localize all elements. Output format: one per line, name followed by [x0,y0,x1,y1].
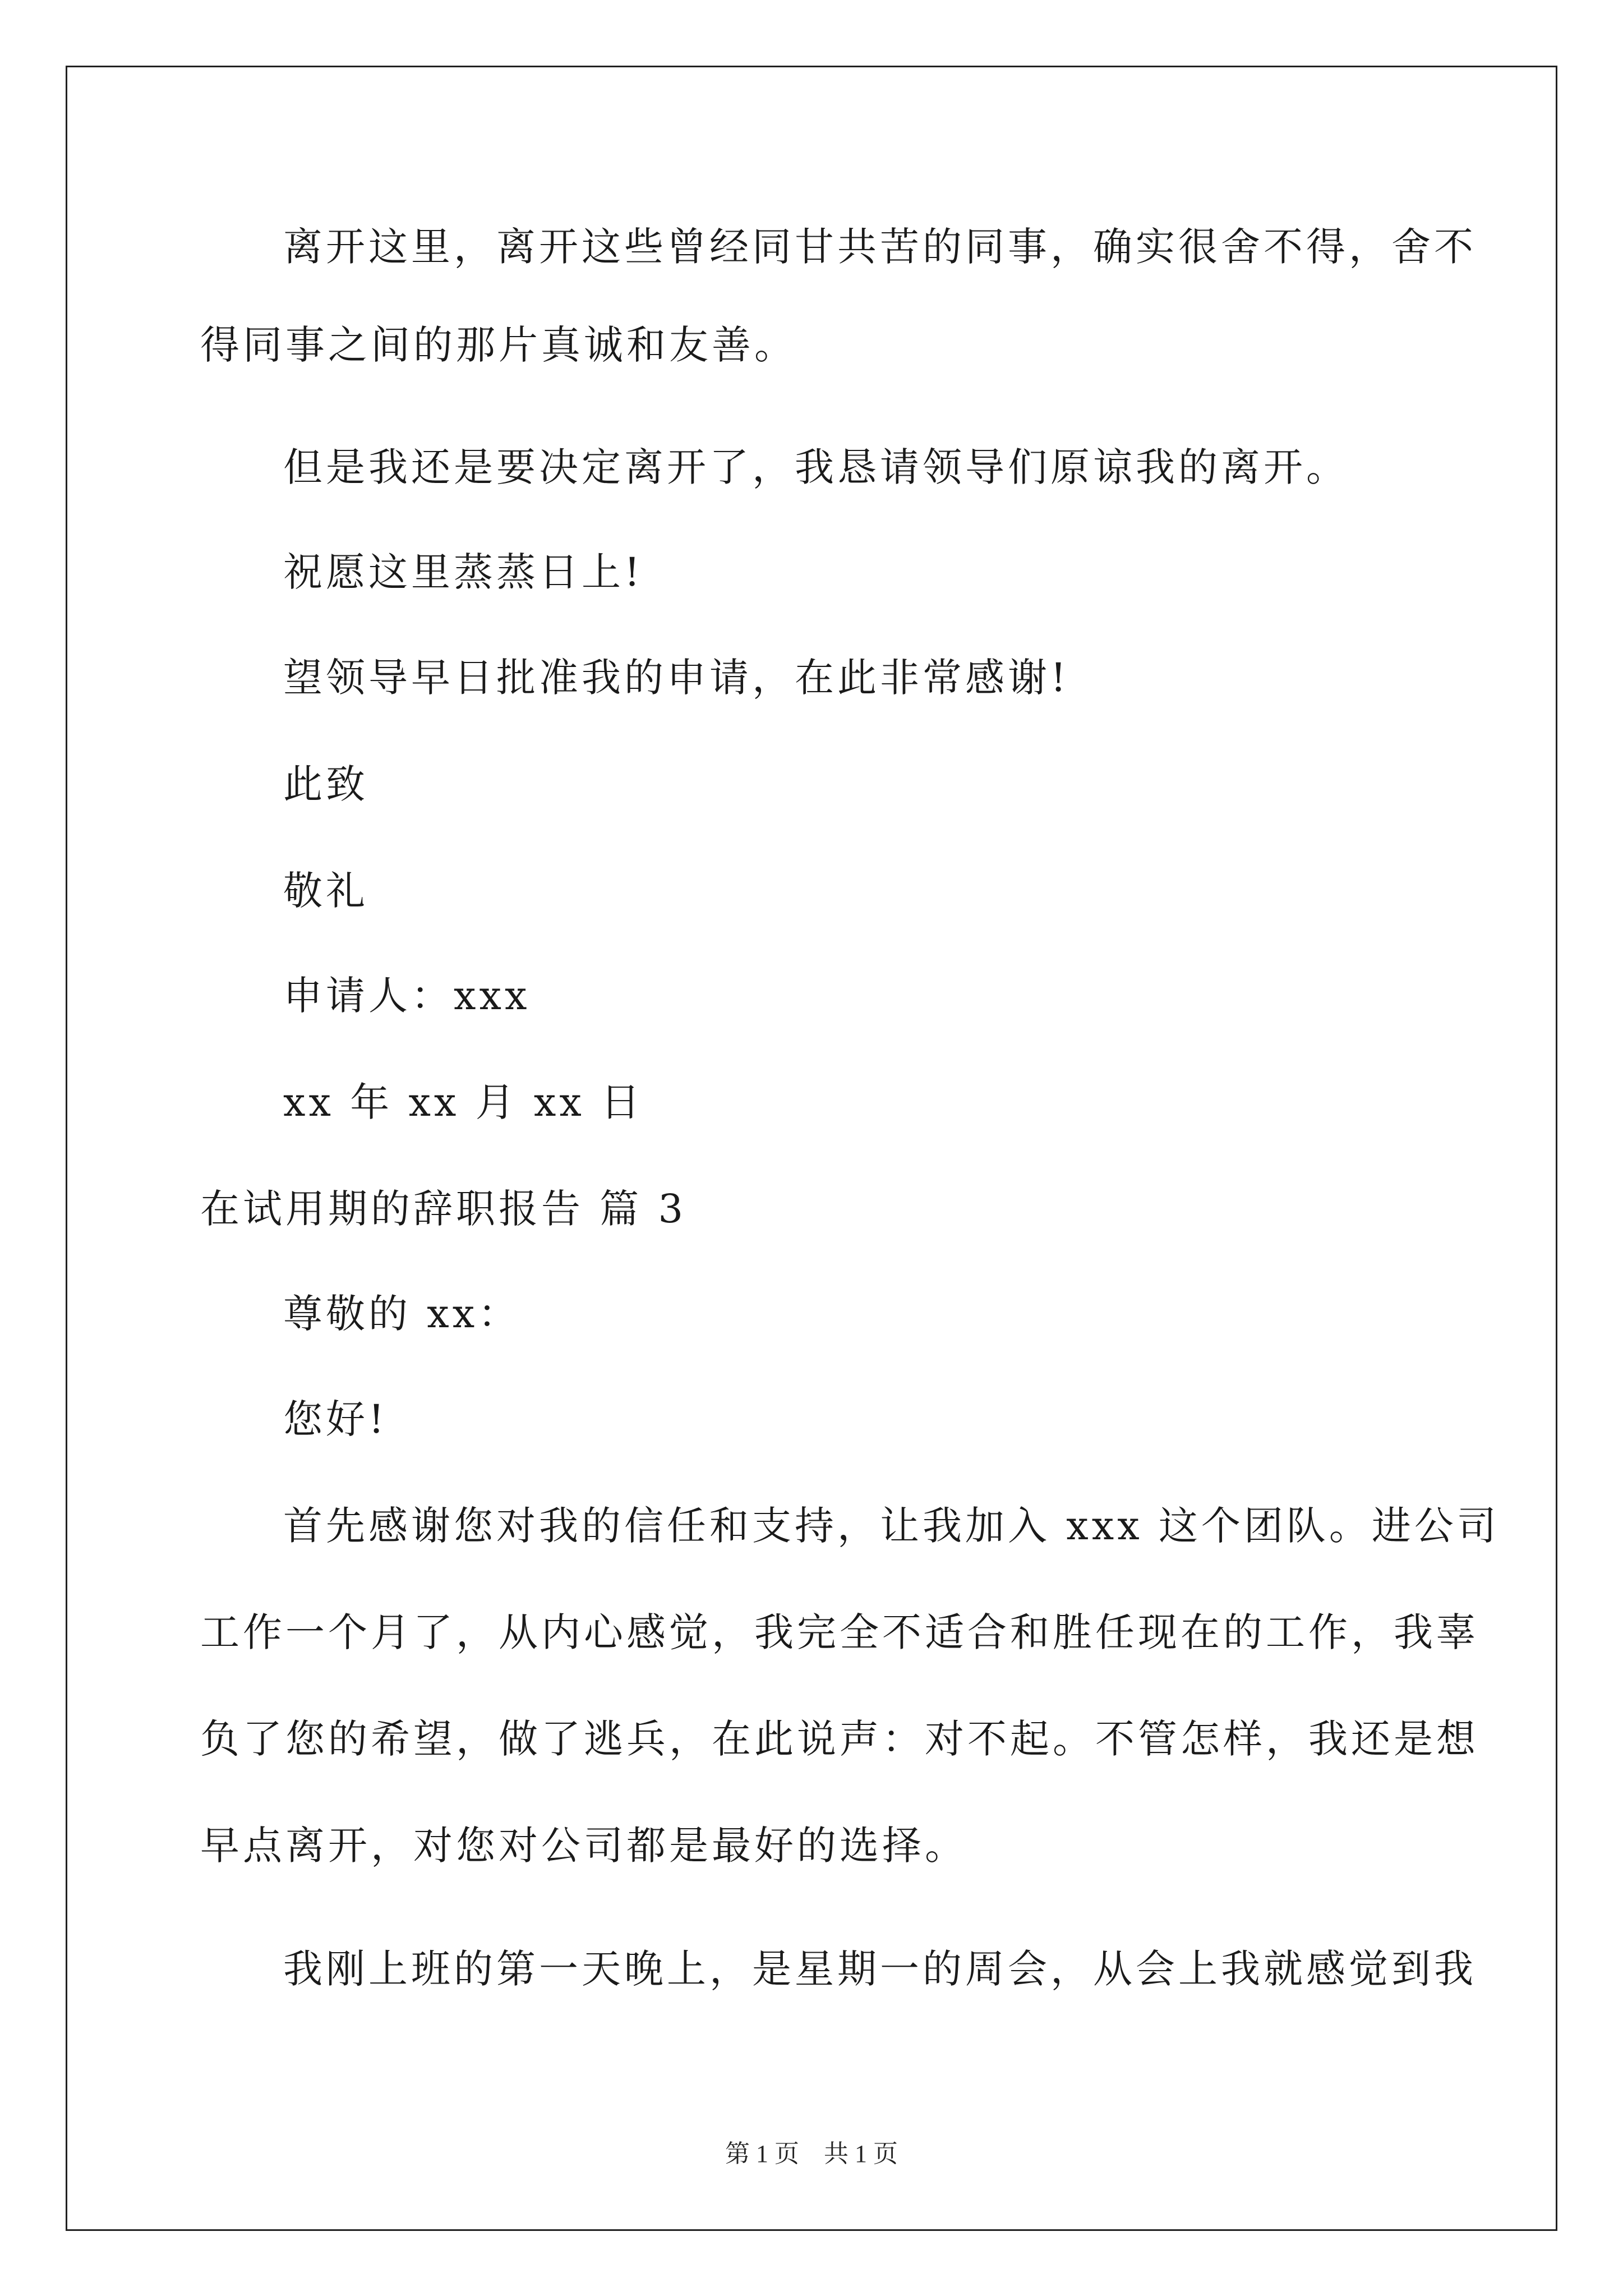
closing-salutation: 此致 [283,761,368,807]
paragraph-line: 我刚上班的第一天晚上，是星期一的周会，从会上我就感觉到我 [283,1946,1477,1992]
paragraph-line: 离开这里，离开这些曾经同甘共苦的同事，确实很舍不得，舍不 [283,224,1477,270]
paragraph-line: 首先感谢您对我的信任和支持，让我加入 xxx 这个团队。进公司 [283,1503,1500,1549]
paragraph-line: 早点离开，对您对公司都是最好的选择。 [200,1823,967,1869]
greeting-recipient: 尊敬的 xx： [283,1291,521,1337]
paragraph-line: 望领导早日批准我的申请，在此非常感谢! [283,655,1070,701]
closing-regards: 敬礼 [283,868,368,914]
greeting: 您好! [283,1396,388,1442]
paragraph-line: 负了您的希望，做了逃兵，在此说声：对不起。不管怎样，我还是想 [200,1716,1479,1762]
section-heading: 在试用期的辞职报告 篇 3 [200,1186,687,1232]
applicant-signature: 申请人：xxx [283,973,531,1019]
paragraph-line: 工作一个月了，从内心感觉，我完全不适合和胜任现在的工作，我辜 [200,1609,1479,1655]
page-footer: 第 1 页 共 1 页 [725,2140,898,2168]
page-border [66,66,1557,2231]
paragraph-line: 但是我还是要决定离开了，我恳请领导们原谅我的离开。 [283,444,1349,490]
paragraph-line: 祝愿这里蒸蒸日上! [283,549,644,595]
paragraph-line: 得同事之间的那片真诚和友善。 [200,322,797,368]
date-line: xx 年 xx 月 xx 日 [283,1079,644,1125]
